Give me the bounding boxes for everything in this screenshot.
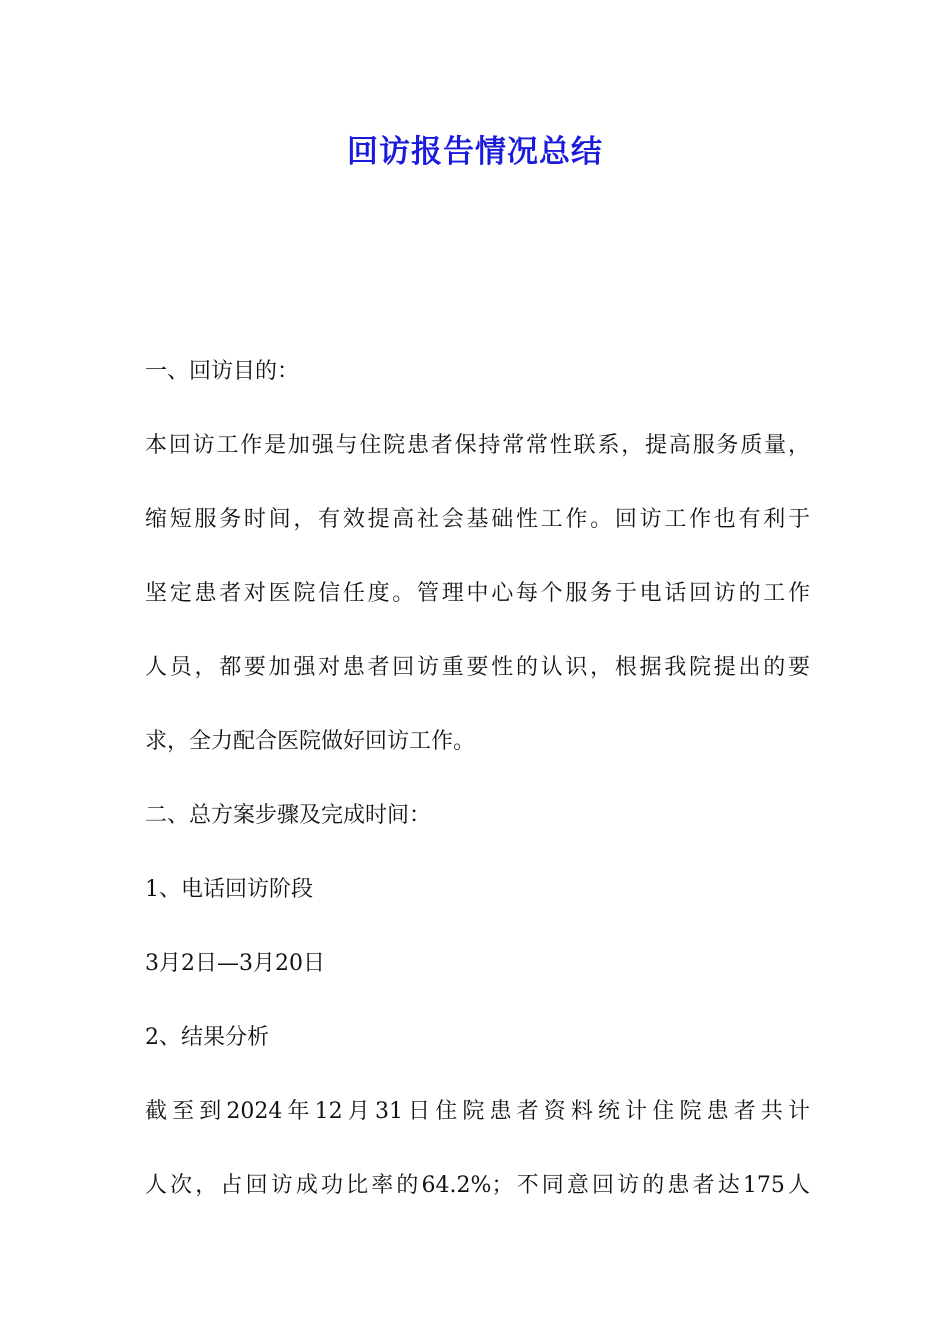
section-heading-plan: 二、总方案步骤及完成时间： [145, 803, 432, 828]
section-heading-purpose: 一、回访目的： [145, 359, 300, 384]
paragraph-line: 求，全力配合医院做好回访工作。 [145, 729, 476, 754]
paragraph-line: 人员，都要加强对患者回访重要性的认识，根据我院提出的要 [145, 655, 810, 680]
paragraph-line: 坚定患者对医院信任度。管理中心每个服务于电话回访的工作 [145, 581, 810, 606]
paragraph-line: 本回访工作是加强与住院患者保持常常性联系，提高服务质量， [145, 433, 810, 458]
paragraph-line: 截至到2024年12月31日住院患者资料统计住院患者共计 [145, 1099, 810, 1124]
paragraph-line: 人次，占回访成功比率的64.2%；不同意回访的患者达175人 [145, 1173, 810, 1198]
date-range: 3月2日—3月20日 [145, 951, 325, 976]
step-heading-phone-visit: 1、电话回访阶段 [145, 877, 313, 902]
document-title: 回访报告情况总结 [347, 134, 603, 170]
step-heading-analysis: 2、结果分析 [145, 1025, 269, 1050]
document-body [145, 335, 810, 1223]
paragraph-line: 缩短服务时间，有效提高社会基础性工作。回访工作也有利于 [145, 507, 810, 532]
